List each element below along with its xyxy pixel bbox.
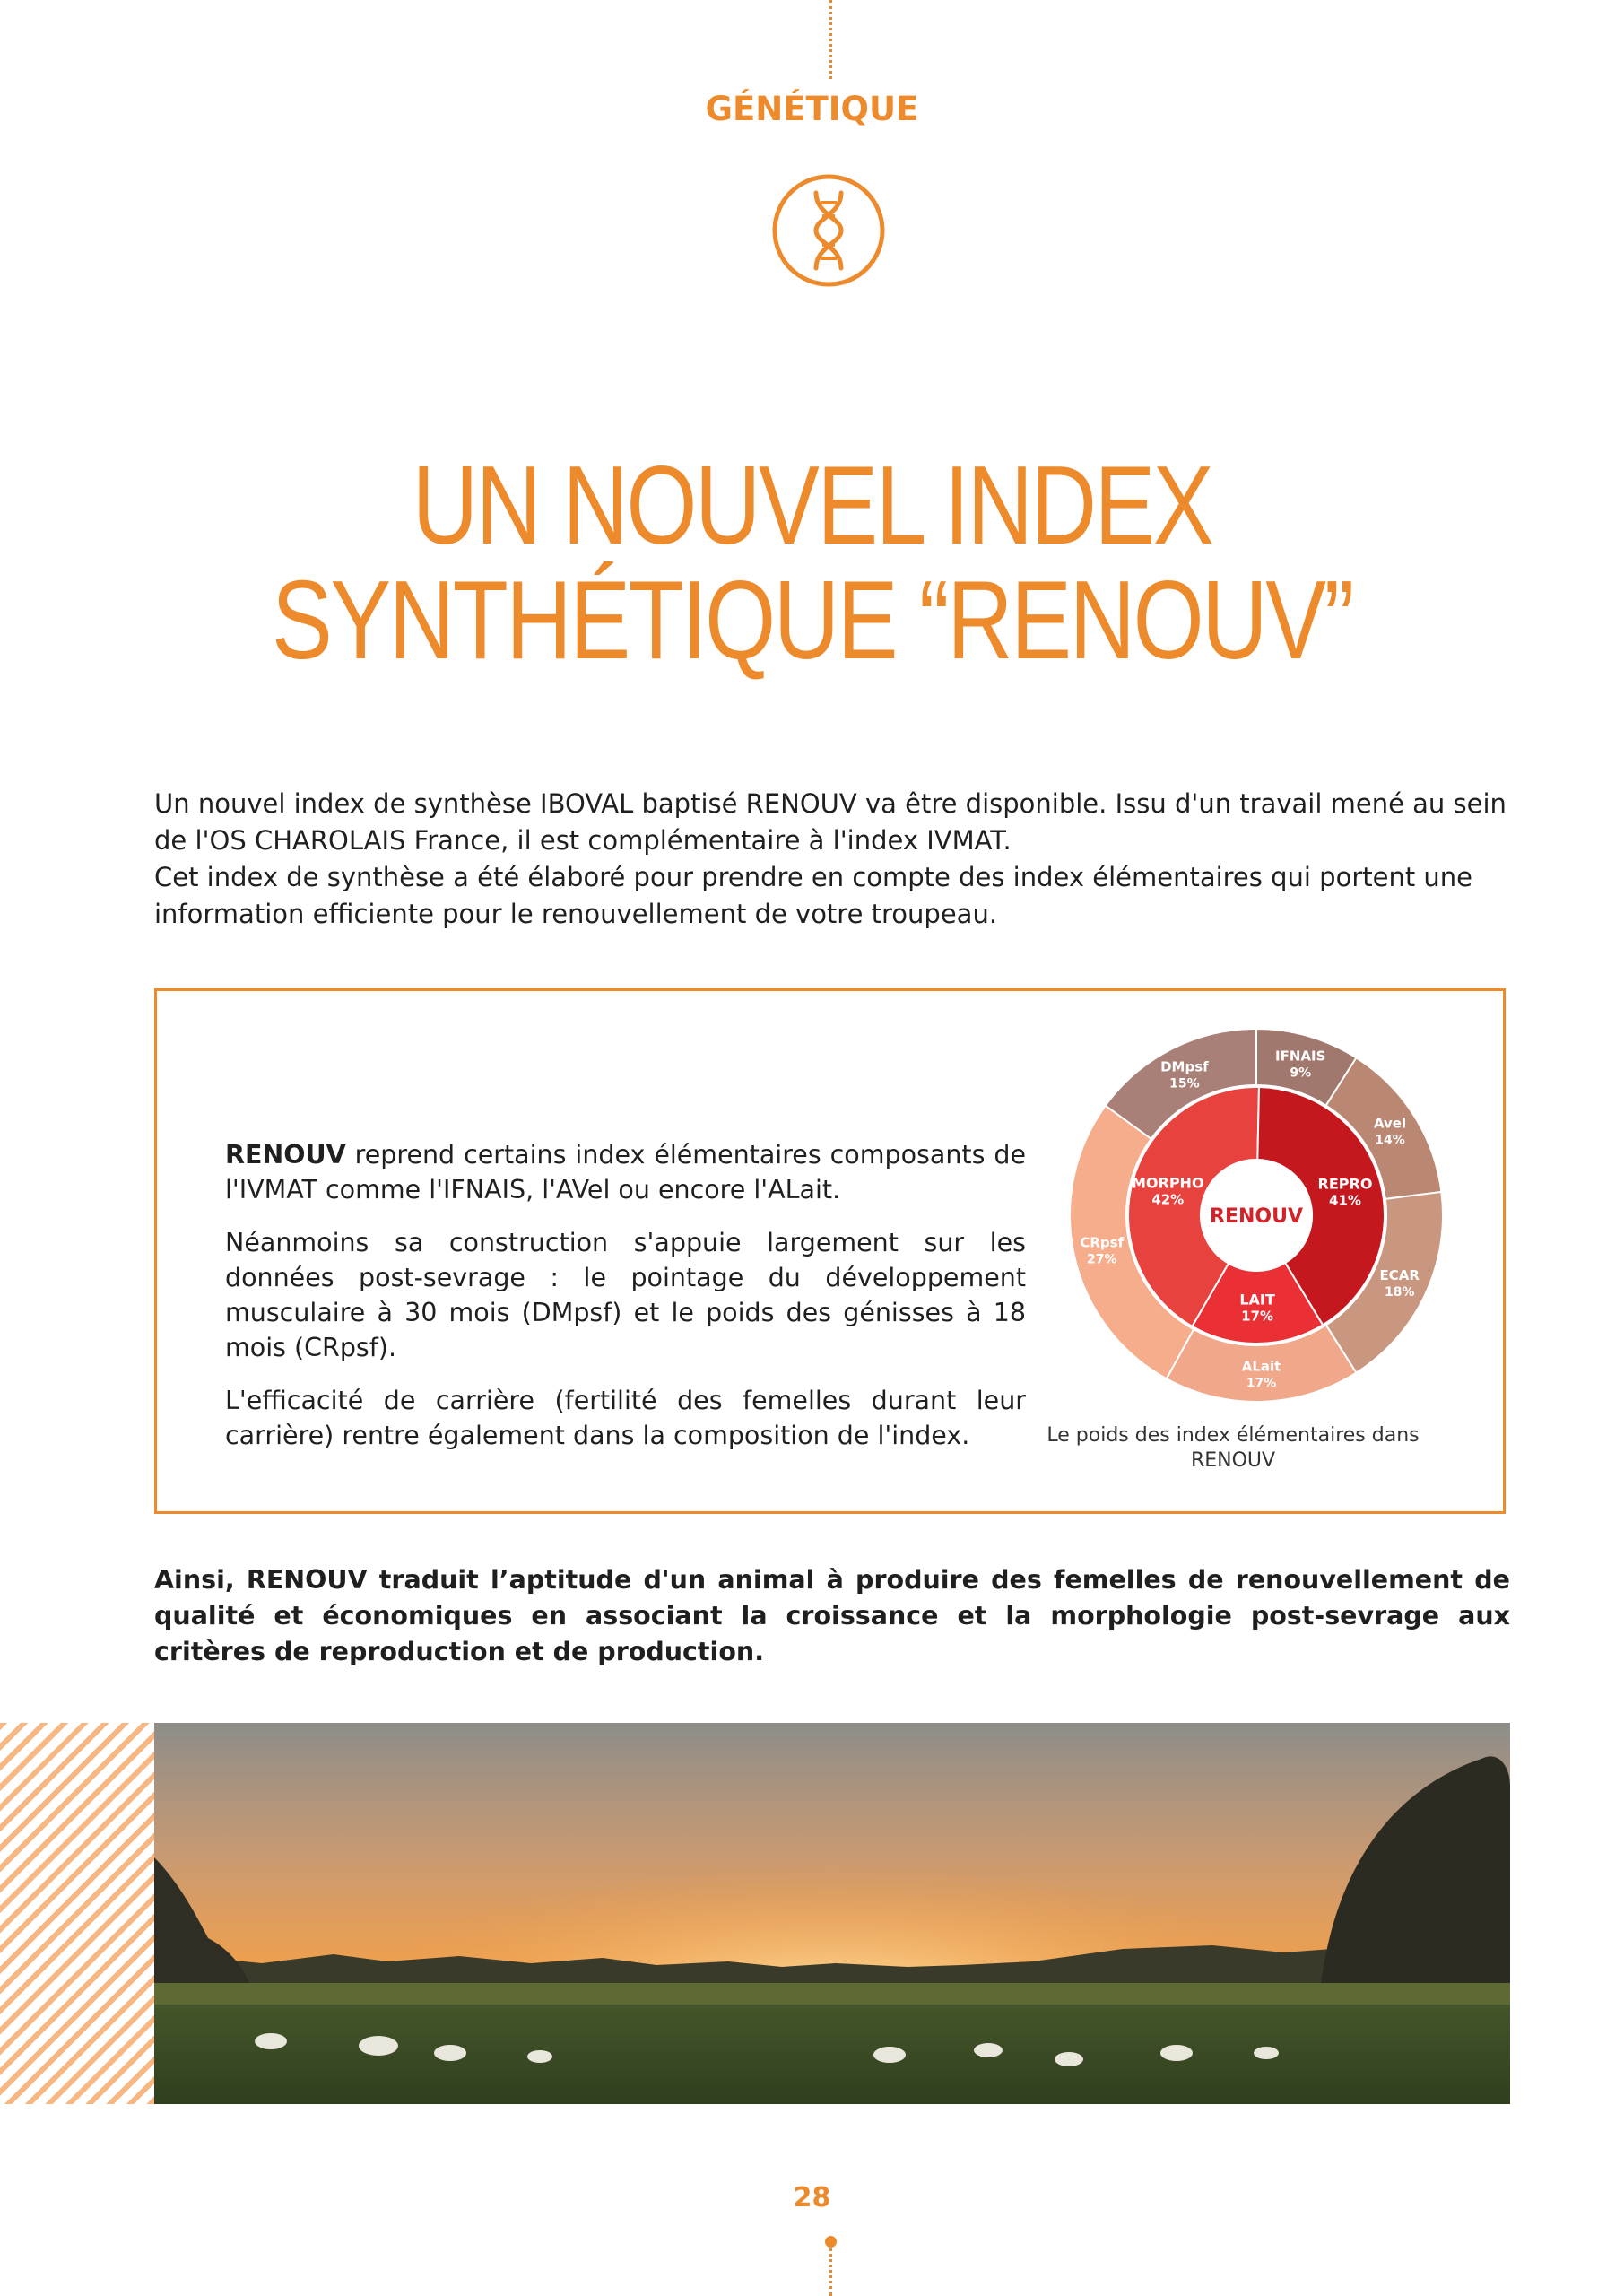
page-number: 28	[793, 2182, 831, 2213]
slice-label-ecar: ECAR	[1379, 1267, 1420, 1284]
slice-label-morpho: MORPHO	[1131, 1174, 1204, 1192]
renouv-donut-chart	[1068, 1009, 1445, 1422]
decorative-hatch	[0, 1723, 154, 2104]
renouv-bold: RENOUV	[225, 1140, 346, 1170]
slice-label-lait: LAIT	[1239, 1291, 1275, 1309]
slice-value-dmpsf: 15%	[1169, 1076, 1200, 1091]
chart-caption: Le poids des index élémentaires dans RENOUV	[1046, 1424, 1420, 1472]
donut-center-label: RENOUV	[1210, 1205, 1303, 1228]
slice-label-ifnais: IFNAIS	[1275, 1048, 1326, 1065]
section-label: GÉNÉTIQUE	[705, 90, 919, 128]
slice-value-ifnais: 9%	[1290, 1065, 1312, 1081]
intro-paragraph-2: Cet index de synthèse a été élaboré pour prendre en compte des index élémentaires qui portent une information efficiente pour le renouvellement de votre troupeau.	[154, 862, 1473, 929]
intro-text	[154, 786, 1510, 933]
title-line-2: SYNTHÉTIQUE “RENOUV”	[272, 559, 1352, 683]
slice-label-dmpsf: DMpsf	[1160, 1058, 1209, 1075]
page-title	[146, 444, 1478, 683]
box-paragraph-3: L'efficacité de carrière (fertilité des femelles durant leur carrière) rentre également dans la composition de l'index.	[225, 1386, 1026, 1450]
slice-label-avel: Avel	[1373, 1115, 1407, 1132]
info-box	[154, 988, 1506, 1514]
conclusion-text: Ainsi, RENOUV traduit l’aptitude d'un animal à produire des femelles de renouvellement de qualité et économiques en associant la croissance et la morphologie post-sevrage aux critères de reproduction et de production.	[154, 1565, 1510, 1666]
intro-paragraph-1: Un nouvel index de synthèse IBOVAL baptisé RENOUV va être disponible. Issu d'un travail mené au sein de l'OS CHAROLAIS France, il est complémentaire à l'index IVMAT.	[154, 788, 1507, 856]
slice-label-alait: ALait	[1241, 1358, 1281, 1375]
slice-value-ecar: 18%	[1384, 1285, 1415, 1300]
slice-value-alait: 17%	[1246, 1376, 1277, 1391]
landscape-photo	[154, 1723, 1510, 2104]
box-text	[225, 1137, 1026, 1471]
box-paragraph-1	[225, 1137, 1026, 1207]
slice-value-repro: 41%	[1329, 1192, 1361, 1209]
slice-value-morpho: 42%	[1151, 1191, 1185, 1208]
box-paragraph-1-rest: reprend certains index élémentaires composants de l'IVMAT comme l'IFNAIS, l'AVel ou encore l'ALait.	[225, 1140, 1026, 1205]
slice-label-repro: REPRO	[1317, 1175, 1373, 1193]
title-line-1: UN NOUVEL INDEX	[412, 444, 1212, 568]
slice-value-crpsf: 27%	[1086, 1252, 1117, 1267]
bottom-dotted-line	[829, 2242, 832, 2296]
slice-value-avel: 14%	[1375, 1133, 1405, 1148]
slice-value-lait: 17%	[1241, 1308, 1274, 1325]
box-paragraph-2: Néanmoins sa construction s'appuie largement sur les données post-sevrage : le pointage du développement musculaire à 30 mois (DMpsf) et le poids des génisses à 18 mois (CRpsf).	[225, 1228, 1026, 1362]
slice-label-crpsf: CRpsf	[1080, 1234, 1125, 1251]
top-dotted-line	[829, 0, 832, 79]
dna-icon	[771, 173, 886, 288]
